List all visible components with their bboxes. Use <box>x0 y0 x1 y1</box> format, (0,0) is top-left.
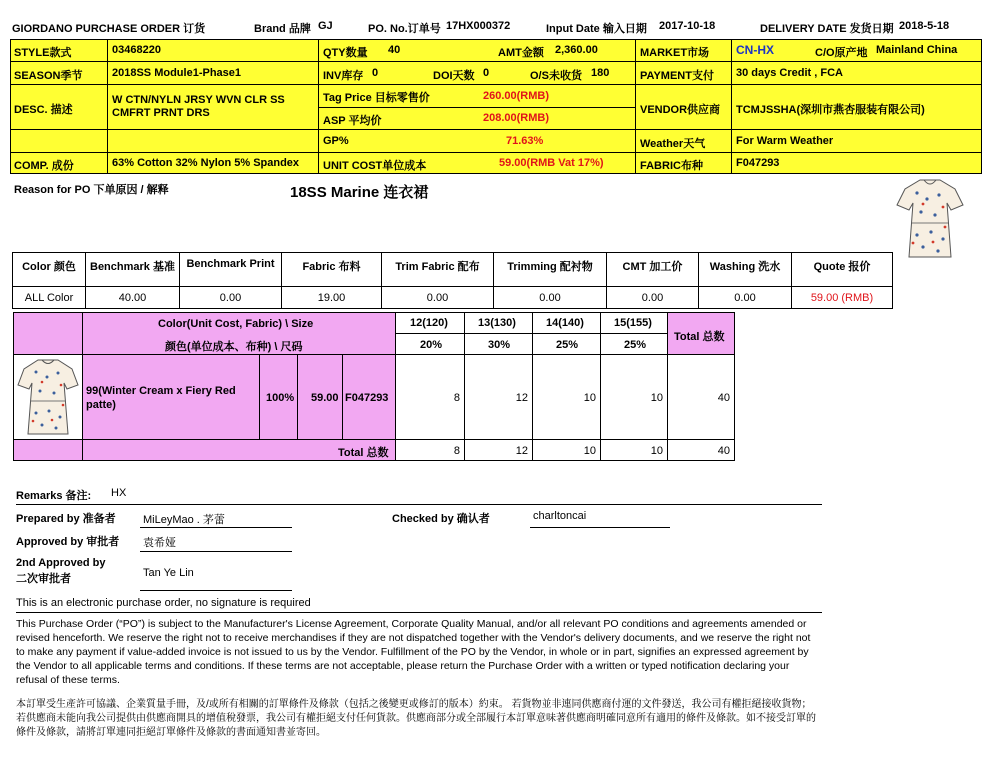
asp-value: 208.00(RMB) <box>483 112 550 124</box>
brand-value: GJ <box>318 20 333 32</box>
size-header-corner <box>13 312 83 355</box>
footer-qty: 10 <box>650 445 663 457</box>
benchmark-value: 0.00 <box>607 287 699 309</box>
size-label: 12(120) <box>410 317 448 329</box>
grid-line <box>107 39 108 174</box>
benchmark-value: 0.00 <box>494 287 607 309</box>
benchmark-value: 0.00 <box>180 287 282 309</box>
footer-qty: 10 <box>583 445 596 457</box>
color-name: 99(Winter Cream x Fiery Red patte) <box>86 385 236 411</box>
size-heading-en: Color(Unit Cost, Fabric) \ Size <box>158 318 314 330</box>
dress-icon <box>897 180 963 257</box>
remarks-label: Remarks 备注: <box>16 490 92 502</box>
row-qty: 10 <box>650 392 663 404</box>
benchmark-table <box>12 252 893 309</box>
qty-value: 40 <box>388 44 401 56</box>
benchmark-header: Washing 洗水 <box>699 253 792 287</box>
document-title: GIORDANO PURCHASE ORDER 订货 <box>12 23 206 35</box>
color-percent: 100% <box>266 392 295 404</box>
color-swatch-image <box>16 357 80 437</box>
benchmark-header: Color 颜色 <box>13 253 86 287</box>
divider <box>16 612 822 613</box>
qty-label: QTY数量 <box>323 47 368 59</box>
benchmark-header: CMT 加工价 <box>607 253 699 287</box>
weather-label: Weather天气 <box>640 138 706 150</box>
input-date-label: Input Date 输入日期 <box>546 23 647 35</box>
grid-line <box>10 129 982 130</box>
size-ratio: 20% <box>420 339 443 351</box>
signature-line <box>140 590 292 591</box>
total-header: Total 总数 <box>674 331 725 343</box>
season-value: 2018SS Module1-Phase1 <box>112 67 242 79</box>
size-label: 15(155) <box>614 317 652 329</box>
unit-cost-label: UNIT COST单位成本 <box>323 160 427 172</box>
grid-line <box>10 61 982 62</box>
desc-value-line1: W CTN/NYLN JRSY WVN CLR SS <box>112 94 285 106</box>
grid-line <box>10 152 982 153</box>
benchmark-value: 19.00 <box>282 287 382 309</box>
reason-label: Reason for PO 下单原因 / 解释 <box>14 184 169 196</box>
benchmark-header-row <box>13 253 893 287</box>
size-heading-cn: 颜色(单位成本、布种) \ 尺码 <box>165 341 303 353</box>
product-title: 18SS Marine 连衣裙 <box>290 184 429 201</box>
style-value: 03468220 <box>112 44 161 56</box>
tag-price-value: 260.00(RMB) <box>483 90 550 102</box>
origin-value: Mainland China <box>876 44 958 56</box>
gp-value: 71.63% <box>506 135 544 147</box>
desc-label: DESC. 描述 <box>14 104 73 116</box>
amt-label: AMT金额 <box>498 47 544 59</box>
row-fabric: F047293 <box>345 392 389 404</box>
asp-label: ASP 平均价 <box>323 115 382 127</box>
approved-by-value: 袁希娅 <box>143 537 176 549</box>
payment-value: 30 days Credit , FCA <box>736 67 843 79</box>
benchmark-value: 40.00 <box>86 287 180 309</box>
signature-line <box>140 551 292 552</box>
size-label: 13(130) <box>478 317 516 329</box>
footer-qty: 12 <box>515 445 528 457</box>
footer-total-label: Total 总数 <box>338 447 389 459</box>
signature-line <box>140 527 292 528</box>
grid-line <box>635 39 636 174</box>
fabric-label: FABRIC布种 <box>640 160 703 172</box>
fabric-value: F047293 <box>736 157 780 169</box>
grid-line <box>318 107 635 108</box>
dress-thumbnail-icon <box>18 360 78 434</box>
style-label: STYLE款式 <box>14 47 72 59</box>
market-label: MARKET市场 <box>640 47 710 59</box>
composition-value: 63% Cotton 32% Nylon 5% Spandex <box>112 157 300 169</box>
row-qty: 10 <box>583 392 596 404</box>
dress-sketch-image <box>893 177 967 261</box>
composition-label: COMP. 成份 <box>14 160 74 172</box>
vendor-label: VENDOR供应商 <box>640 104 721 116</box>
origin-label: C/O原产地 <box>815 47 868 59</box>
gp-label: GP% <box>323 135 349 147</box>
inventory-value: 0 <box>372 67 379 79</box>
amt-value: 2,360.00 <box>555 44 598 56</box>
market-value: CN-HX <box>736 43 774 57</box>
electronic-notice: This is an electronic purchase order, no signature is required <box>16 597 311 609</box>
benchmark-value-row <box>13 287 893 309</box>
signature-line <box>530 527 670 528</box>
season-label: SEASON季节 <box>14 70 83 82</box>
terms-chinese: 本訂單受生產許可協議、企業質量手冊，及/或所有相關的訂單條件及條款（包括之後變更或修訂的版本）約束。 若貨物並非連同供應商付運的文件發送，我公司有權拒絕接收貨物；若供應商未能向我公司提供由供應商開具的增值稅發票，我公司有權拒絕支付任何貨款。供應商部分或全部履行本訂單意味著供應商明確同意所有適用的條件及條款。如不接受訂單的條件及條款，請將訂單連同拒絕訂單條件及條款的書面通知書並寄回。 <box>16 699 816 738</box>
benchmark-value: 0.00 <box>382 287 494 309</box>
footer-corner <box>13 439 83 461</box>
size-ratio: 30% <box>488 339 511 351</box>
benchmark-header: Benchmark Print <box>180 253 282 287</box>
row-qty: 12 <box>515 392 528 404</box>
row-qty: 8 <box>453 392 460 404</box>
second-approved-value: Tan Ye Lin <box>143 567 194 579</box>
checked-by-label: Checked by 确认者 <box>392 513 490 525</box>
prepared-by-label: Prepared by 准备者 <box>16 513 116 525</box>
desc-value-line2: CMFRT PRNT DRS <box>112 107 210 119</box>
delivery-date-value: 2018-5-18 <box>899 20 950 32</box>
tag-price-label: Tag Price 目标零售价 <box>323 92 430 104</box>
doi-value: 0 <box>483 67 490 79</box>
outstanding-label: O/S未收货 <box>530 70 582 82</box>
input-date-value: 2017-10-18 <box>659 20 716 32</box>
benchmark-header: Benchmark 基准 <box>86 253 180 287</box>
size-ratio: 25% <box>624 339 647 351</box>
second-approved-label-en: 2nd Approved by <box>16 557 106 569</box>
unit-cost-value: 59.00(RMB Vat 17%) <box>499 157 604 169</box>
terms-english: This Purchase Order (“PO”) is subject to the Manufacturer's License Agreement, Corporate Quality Manual, and/or all relevant PO conditions and agreements amended or revised henceforth. We reserve the right not to receive merchandises if they are not dispatched together with the Vendor's delivery documents, and we reserve the right not to make any payment if value-added invoice is not issued to us by the Vendor. Fulfillment of the PO by the Vendor, in whole or in part, signifies an expressed agreement by the Vendor to all applicable terms and conditions. If these terms are not acceptable, please return the Purchase Order with a written or typed notification declaring your refusal of these terms. <box>16 618 811 686</box>
brand-label: Brand 品牌 <box>254 23 311 35</box>
row-total: 40 <box>717 392 730 404</box>
po-number-label: PO. No.订单号 <box>368 23 441 35</box>
size-ratio: 25% <box>556 339 579 351</box>
footer-total: 40 <box>717 445 730 457</box>
po-number-value: 17HX000372 <box>446 20 511 32</box>
doi-label: DOI天数 <box>433 70 475 82</box>
row-unit-cost: 59.00 <box>311 392 339 404</box>
benchmark-header: Trim Fabric 配布 <box>382 253 494 287</box>
benchmark-header: Trimming 配衬物 <box>494 253 607 287</box>
weather-value: For Warm Weather <box>736 135 834 147</box>
benchmark-value: ALL Color <box>13 287 86 309</box>
vendor-value: TCMJSSHA(深圳市燕杏服装有限公司) <box>736 104 925 116</box>
benchmark-header: Quote 报价 <box>792 253 893 287</box>
benchmark-header: Fabric 布料 <box>282 253 382 287</box>
grid-line <box>731 39 732 174</box>
inventory-label: INV库存 <box>323 70 364 82</box>
checked-by-value: charltoncai <box>533 510 587 522</box>
remarks-value: HX <box>111 487 127 499</box>
payment-label: PAYMENT支付 <box>640 70 714 82</box>
second-approved-label-cn: 二次审批者 <box>16 573 71 585</box>
benchmark-value: 0.00 <box>699 287 792 309</box>
prepared-by-value: MiLeyMao . 茅蕾 <box>143 514 225 526</box>
divider <box>16 504 822 505</box>
outstanding-value: 180 <box>591 67 610 79</box>
size-label: 14(140) <box>546 317 584 329</box>
approved-by-label: Approved by 审批者 <box>16 536 120 548</box>
footer-qty: 8 <box>453 445 460 457</box>
grid-line <box>318 39 319 174</box>
grid-line <box>10 84 982 85</box>
quote-value: 59.00 (RMB) <box>792 287 893 309</box>
delivery-date-label: DELIVERY DATE 发货日期 <box>760 23 894 35</box>
